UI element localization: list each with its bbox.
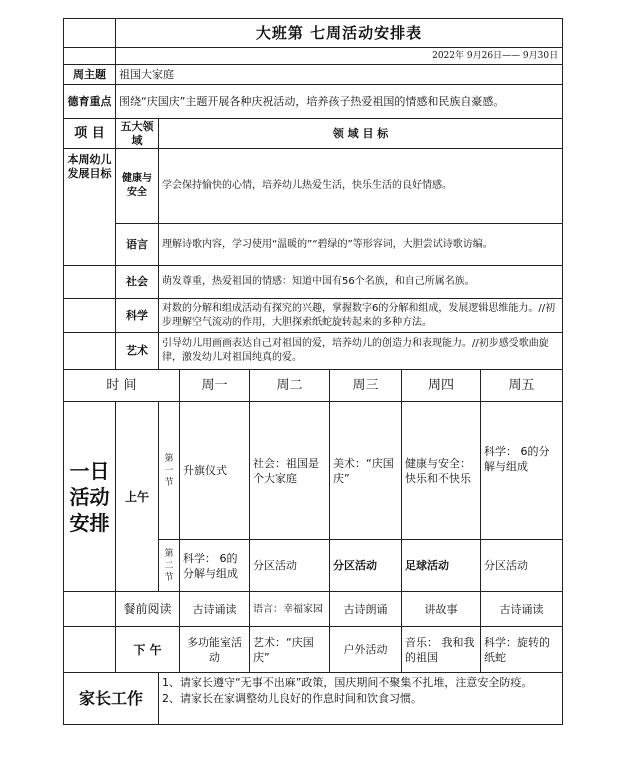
activity-cell: 科学： 6的分解与组成 <box>481 402 563 540</box>
activity-cell: 艺术：“庆国庆” <box>250 627 330 673</box>
moral-row <box>64 85 563 119</box>
date-blank-cell <box>64 48 116 65</box>
page-title: 大班第 七周活动安排表 <box>116 19 563 48</box>
goals-label: 本周幼儿发展目标 <box>64 149 116 266</box>
activity-table <box>63 18 563 725</box>
activity-cell: 足球活动 <box>402 540 481 592</box>
parent-work-content <box>159 673 563 725</box>
schedule-sheet <box>63 18 562 725</box>
goal-row-social <box>64 266 563 299</box>
activity-cell: 古诗诵读 <box>180 592 250 627</box>
days-header-row <box>64 370 563 402</box>
item-header: 项 目 <box>64 119 116 149</box>
morning-label: 上午 <box>116 402 159 592</box>
activity-cell: 音乐： 我和我的祖国 <box>402 627 481 673</box>
goal-domain: 艺术 <box>116 333 159 370</box>
day-header: 周五 <box>481 370 563 402</box>
day-header: 周四 <box>402 370 481 402</box>
theme-value: 祖国大家庭 <box>116 65 563 85</box>
goal-row-art <box>64 333 563 370</box>
activity-cell: 科学： 6的分解与组成 <box>180 540 250 592</box>
activity-cell: 古诗诵读 <box>481 592 563 627</box>
day-header: 周二 <box>250 370 330 402</box>
goal-text: 萌发尊重，热爱祖国的情感：知道中国有56个名族，和自己所属名族。 <box>159 266 563 299</box>
activity-cell: 分区活动 <box>250 540 330 592</box>
reading-label: 餐前阅读 <box>116 592 180 627</box>
activity-cell: 科学：旋转的纸蛇 <box>481 627 563 673</box>
goal-domain: 社会 <box>116 266 159 299</box>
moral-value: 围绕“庆国庆”主题开展各种庆祝活动，培养孩子热爱祖国的情感和民族自豪感。 <box>116 85 563 119</box>
activity-cell: 古诗朗诵 <box>330 592 402 627</box>
parent-work-item: 2、请家长在家调整幼儿良好的作息时间和饮食习惯。 <box>162 692 422 705</box>
activity-cell: 分区活动 <box>330 540 402 592</box>
daily-schedule-label-continued <box>64 592 116 627</box>
goal-row-language <box>64 224 563 266</box>
period1-label: 第一节 <box>159 402 180 540</box>
time-header: 时 间 <box>64 370 180 402</box>
period1-row <box>64 402 563 540</box>
activity-cell: 多功能室活动 <box>180 627 250 673</box>
goal-header: 领 域 目 标 <box>159 119 563 149</box>
goals-label-continued <box>64 299 116 333</box>
activity-cell: 升旗仪式 <box>180 402 250 540</box>
activity-cell: 户外活动 <box>330 627 402 673</box>
date-range: 2022年 9月26日—— 9月30日 <box>116 48 563 65</box>
goals-label-continued <box>64 333 116 370</box>
title-blank-cell <box>64 19 116 48</box>
title-row <box>64 19 563 48</box>
goal-domain: 语言 <box>116 224 159 266</box>
goal-row-health <box>64 149 563 224</box>
parent-work-label: 家长工作 <box>64 673 159 725</box>
daily-schedule-label: 一日活动安排 <box>64 402 116 592</box>
activity-cell: 分区活动 <box>481 540 563 592</box>
goal-text: 理解诗歌内容，学习使用“温暖的”“碧绿的”等形容词，大胆尝试诗歌访编。 <box>159 224 563 266</box>
activity-cell: 社会：祖国是个大家庭 <box>250 402 330 540</box>
activity-cell: 讲故事 <box>402 592 481 627</box>
activity-cell: 美术：“庆国庆” <box>330 402 402 540</box>
theme-label: 周主题 <box>64 65 116 85</box>
parent-work-row <box>64 673 563 725</box>
period2-label: 第二节 <box>159 540 180 592</box>
goal-domain: 科学 <box>116 299 159 333</box>
daily-schedule-label-continued <box>64 627 116 673</box>
activity-cell: 健康与安全：快乐和不快乐 <box>402 402 481 540</box>
date-row <box>64 48 563 65</box>
goal-text: 对数的分解和组成活动有探究的兴趣，掌握数字6的分解和组成，发展逻辑思维能力。//初步理解空气流动的作用，大胆探索纸蛇旋转起来的多种方法。 <box>159 299 563 333</box>
activity-cell: 语言：幸福家园 <box>250 592 330 627</box>
goals-label-continued <box>64 266 116 299</box>
goal-text: 学会保持愉快的心情，培养幼儿热爱生活，快乐生活的良好情感。 <box>159 149 563 224</box>
day-header: 周三 <box>330 370 402 402</box>
afternoon-label: 下 午 <box>116 627 180 673</box>
goal-domain: 健康与安全 <box>116 149 159 224</box>
domains-header: 五大领域 <box>116 119 159 149</box>
goal-row-science <box>64 299 563 333</box>
afternoon-row <box>64 627 563 673</box>
goals-header-row <box>64 119 563 149</box>
day-header: 周一 <box>180 370 250 402</box>
parent-work-item: 1、请家长遵守“无事不出麻”政策，国庆期间不聚集不扎堆，注意安全防疫。 <box>162 676 533 689</box>
moral-label: 德育重点 <box>64 85 116 119</box>
reading-row <box>64 592 563 627</box>
goal-text: 引导幼儿用画画表达自己对祖国的爱，培养幼儿的创造力和表现能力。//初步感受歌曲旋律，激发幼儿对祖国纯真的爱。 <box>159 333 563 370</box>
theme-row <box>64 65 563 85</box>
